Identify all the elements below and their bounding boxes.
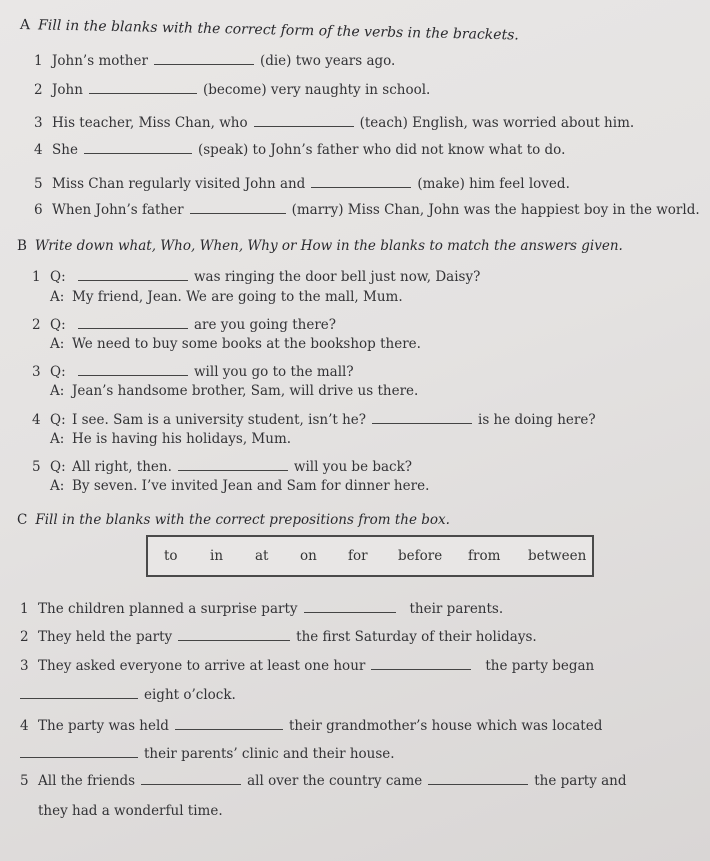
item-number: 5	[20, 773, 29, 789]
a-item-5	[34, 175, 570, 192]
item-text: All the friends	[38, 773, 136, 789]
item-text: (marry) Miss Chan, John was the happiest boy in the world.	[291, 202, 700, 218]
q-label: Q:	[50, 269, 66, 285]
q-label: Q:	[50, 364, 66, 380]
answer-blank[interactable]	[190, 201, 286, 214]
b-item-1-question	[32, 268, 480, 285]
answer-blank[interactable]	[254, 114, 354, 127]
item-number: 1	[32, 269, 41, 285]
item-text: the first Saturday of their holidays.	[296, 629, 537, 645]
a-label: A:	[50, 289, 65, 305]
item-text: His teacher, Miss Chan, who	[52, 115, 248, 131]
answer-blank[interactable]	[89, 81, 197, 94]
answer-blank[interactable]	[372, 411, 472, 424]
item-number: 5	[34, 176, 43, 192]
c-item-3-cont	[20, 686, 236, 703]
section-a-heading	[20, 17, 519, 43]
item-number: 6	[34, 202, 43, 218]
word-at: at	[255, 548, 269, 564]
section-c-letter: C	[17, 512, 28, 528]
item-text: the party and	[534, 773, 627, 789]
section-c-title: Fill in the blanks with the correct prepositions from the box.	[35, 512, 450, 528]
b-item-3-question	[32, 363, 354, 380]
item-number: 2	[34, 82, 43, 98]
item-text: their parents’ clinic and their house.	[144, 746, 395, 762]
item-number: 1	[34, 53, 43, 69]
question-text: All right, then.	[72, 459, 172, 475]
answer-blank[interactable]	[304, 600, 396, 613]
item-text: (speak) to John’s father who did not know what to do.	[197, 142, 566, 158]
answer-text: He is having his holidays, Mum.	[72, 431, 292, 447]
answer-blank[interactable]	[78, 268, 188, 281]
item-number: 1	[20, 601, 29, 617]
item-text: When John’s father	[52, 202, 184, 218]
answer-blank[interactable]	[371, 657, 471, 670]
q-label: Q:	[50, 317, 66, 333]
a-label: A:	[50, 431, 65, 447]
b-item-1-answer	[50, 289, 403, 305]
item-text: (teach) English, was worried about him.	[359, 115, 635, 131]
a-label: A:	[50, 336, 65, 352]
section-a-letter: A	[19, 17, 31, 34]
c-item-5-cont	[38, 803, 223, 819]
preposition-word-box	[146, 535, 594, 577]
item-text: they had a wonderful time.	[38, 803, 223, 819]
answer-text: By seven. I’ve invited Jean and Sam for dinner here.	[72, 478, 430, 494]
item-number: 3	[20, 658, 29, 674]
question-text: are you going there?	[194, 317, 337, 333]
answer-text: Jean’s handsome brother, Sam, will drive us there.	[72, 383, 419, 399]
item-text: (make) him feel loved.	[417, 176, 570, 192]
item-text: Miss Chan regularly visited John and	[52, 176, 306, 192]
answer-text: My friend, Jean. We are going to the mall, Mum.	[72, 289, 403, 305]
c-item-5	[20, 772, 627, 789]
answer-blank[interactable]	[141, 772, 241, 785]
item-number: 4	[32, 412, 41, 428]
answer-blank[interactable]	[428, 772, 528, 785]
item-text: (die) two years ago.	[259, 53, 396, 69]
item-number: 3	[34, 115, 43, 131]
item-number: 5	[32, 459, 41, 475]
b-item-2-question	[32, 316, 336, 333]
item-text: They held the party	[38, 629, 173, 645]
b-item-3-answer	[50, 383, 418, 399]
item-number: 4	[34, 142, 43, 158]
section-a-title: Fill in the blanks with the correct form of the verbs in the brackets.	[37, 17, 519, 44]
answer-blank[interactable]	[78, 316, 188, 329]
c-item-4-cont	[20, 745, 395, 762]
item-text: John’s mother	[52, 53, 148, 69]
b-item-4-question	[32, 411, 596, 428]
a-label: A:	[50, 478, 65, 494]
c-item-3	[20, 657, 594, 674]
answer-blank[interactable]	[178, 628, 290, 641]
c-item-4	[20, 717, 602, 734]
item-text: The party was held	[38, 718, 169, 734]
b-item-5-question	[32, 458, 412, 475]
word-for: for	[348, 548, 368, 564]
b-item-4-answer	[50, 431, 291, 447]
answer-text: We need to buy some books at the bookshop there.	[72, 336, 421, 352]
item-text: The children planned a surprise party	[38, 601, 298, 617]
word-in: in	[210, 548, 224, 564]
answer-blank[interactable]	[311, 175, 411, 188]
b-item-5-answer	[50, 478, 429, 494]
word-on: on	[300, 548, 317, 564]
answer-blank[interactable]	[78, 363, 188, 376]
answer-blank[interactable]	[20, 745, 138, 758]
b-item-2-answer	[50, 336, 421, 352]
a-item-3	[34, 114, 634, 131]
answer-blank[interactable]	[20, 686, 138, 699]
item-text: the party began	[485, 658, 595, 674]
question-text: was ringing the door bell just now, Daisy?	[194, 269, 481, 285]
answer-blank[interactable]	[154, 52, 254, 65]
c-item-2	[20, 628, 537, 645]
item-text: all over the country came	[247, 773, 423, 789]
item-text: They asked everyone to arrive at least one hour	[38, 658, 366, 674]
section-c-heading	[17, 512, 450, 528]
item-number: 3	[32, 364, 41, 380]
question-text: will you go to the mall?	[194, 364, 354, 380]
question-text: I see. Sam is a university student, isn’t he?	[72, 412, 366, 428]
item-text: their grandmother’s house which was located	[288, 718, 603, 734]
item-text: (become) very naughty in school.	[202, 82, 431, 98]
section-b-title: Write down what, Who, When, Why or How in the blanks to match the answers given.	[34, 238, 623, 254]
item-number: 4	[20, 718, 29, 734]
section-b-letter: B	[17, 238, 27, 254]
word-to: to	[164, 548, 178, 564]
q-label: Q:	[50, 412, 66, 428]
q-label: Q:	[50, 459, 66, 475]
item-text: She	[52, 142, 78, 158]
section-b-heading	[17, 238, 623, 254]
a-item-2	[34, 81, 430, 98]
word-before: before	[398, 548, 443, 564]
question-text: is he doing here?	[478, 412, 596, 428]
a-label: A:	[50, 383, 65, 399]
answer-blank[interactable]	[175, 717, 283, 730]
item-text: eight o’clock.	[144, 687, 236, 703]
answer-blank[interactable]	[84, 141, 192, 154]
item-number: 2	[20, 629, 29, 645]
item-text: their parents.	[409, 601, 504, 617]
answer-blank[interactable]	[178, 458, 288, 471]
a-item-4	[34, 141, 565, 158]
a-item-6	[34, 201, 700, 218]
question-text: will you be back?	[293, 459, 413, 475]
word-between: between	[528, 548, 587, 564]
item-number: 2	[32, 317, 41, 333]
c-item-1	[20, 600, 503, 617]
item-text: John	[52, 82, 83, 98]
a-item-1	[34, 52, 395, 69]
word-from: from	[468, 548, 501, 564]
